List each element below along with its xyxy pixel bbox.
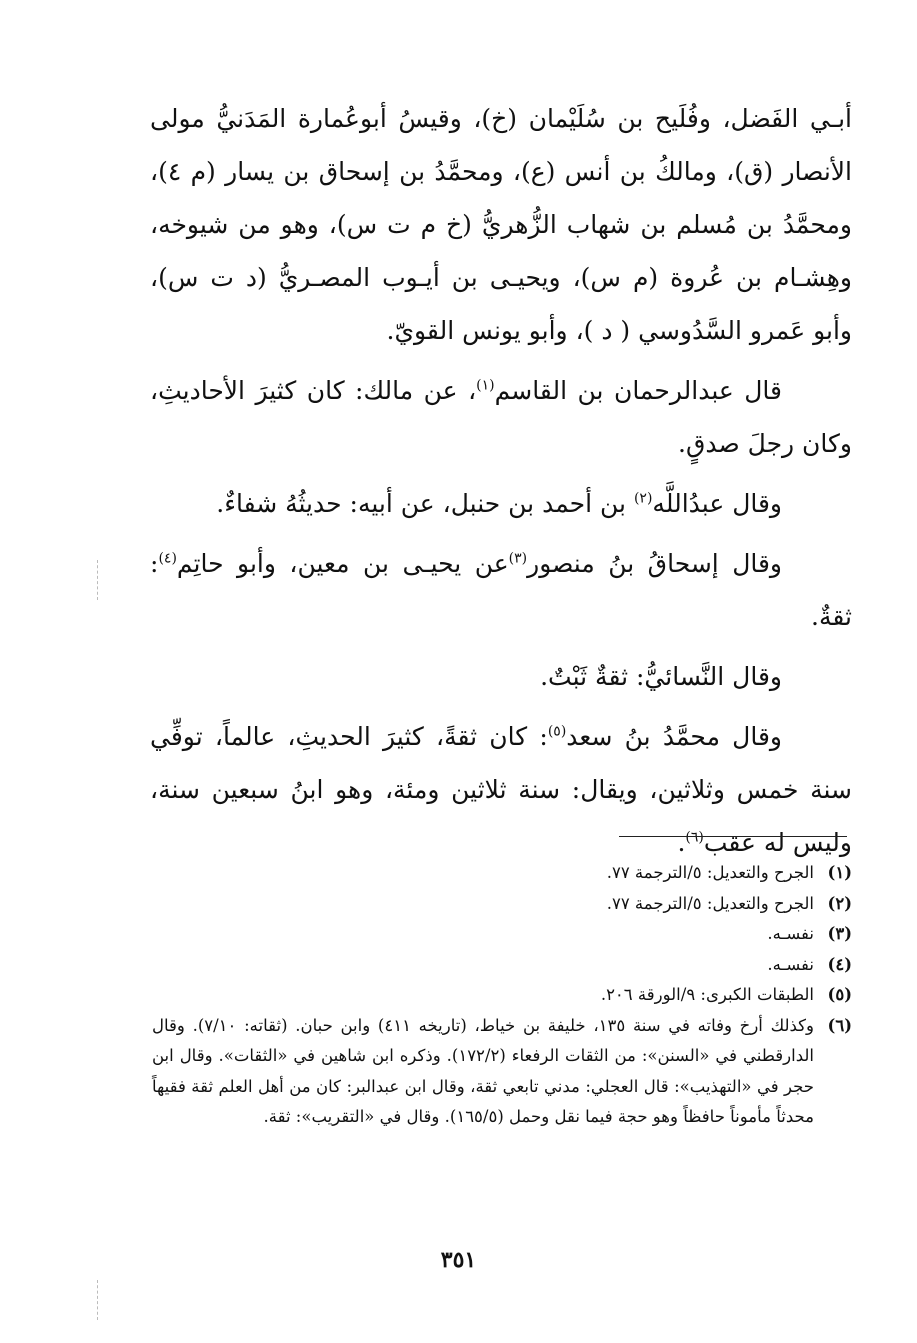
- footnote-text: الطبقات الكبرى: ٩/الورقة ٢٠٦.: [600, 985, 814, 1004]
- paragraph-6-text-c: .: [677, 828, 686, 857]
- footnote-text: وكذلك أرخ وفاته في سنة ١٣٥، خليفة بن خياط، (تاريخه ٤١١) وابن حبان. (ثقاته: ٧/١٠). وقال الدارقطني في «السنن»: من الثقات الرفعاء (١٧٢/٢). وذكره ابن شاهين في «الثقات». وقال ابن حجر في «التهذيب»: قال العجلي: مدني تابعي ثقة، وقال ابن عبدالبر: كان من أهل العلم ثقة فقيهاً محدثاً مأموناً حافظاً وهو حجة فيما نقل وحمل (١٦٥/٥). وقال في «التقريب»: ثقة.: [152, 1015, 815, 1126]
- paragraph-4-text-b: عن يحيـى بن معين، وأبو حاتِم: [176, 549, 509, 578]
- footnote-text: نفسـه.: [767, 924, 814, 943]
- footnote-number: (١): [827, 863, 852, 882]
- scan-margin-mark: [97, 1280, 98, 1320]
- footnote-ref-2[interactable]: (٢): [633, 490, 653, 507]
- footnote-ref-5[interactable]: (٥): [547, 723, 567, 740]
- footnote-number: (٤): [827, 954, 852, 974]
- paragraph-4: [150, 537, 852, 643]
- footnotes: [152, 858, 852, 1133]
- main-text: [150, 92, 852, 876]
- paragraph-2-text-b: ، عن مالك: كان كثيرَ الأحاديثِ، وكان رجلَ صدقٍ.: [150, 376, 852, 458]
- paragraph-1: [150, 92, 852, 357]
- paragraph-5: [150, 650, 852, 703]
- footnote-number: (٥): [827, 985, 852, 1004]
- footnote-number: (٢): [827, 893, 852, 913]
- paragraph-3: [150, 477, 852, 530]
- paragraph-2: [150, 364, 852, 470]
- scan-margin-mark: [97, 560, 98, 600]
- paragraph-3-text-b: بن أحمد بن حنبل، عن أبيه: حديثُهُ شفاءٌ.: [216, 489, 634, 518]
- footnote-6: [152, 1011, 852, 1133]
- footnote-text: الجرح والتعديل: ٥/الترجمة ٧٧.: [606, 893, 814, 913]
- footnote-4: [152, 950, 852, 981]
- paragraph-4-text-c: : ثقةٌ.: [150, 549, 852, 631]
- footnote-number: (٣): [827, 924, 852, 943]
- footnote-5: [152, 980, 852, 1011]
- paragraph-1-text: أبـي الفَضل، وفُلَيح بن سُلَيْمان (خ)، وقيسُ أبوعُمارة المَدَنيُّ مولى الأنصار (ق)، ومالكُ بن أنس (ع)، ومحمَّدُ بن إسحاق بن يسار (م ٤)، ومحمَّدُ بن مُسلم بن شهاب الزُّهريُّ (خ م ت س)، وهو من شيوخه، وهِشـام بن عُروة (م س)، ويحيـى بن أيـوب المصـريُّ (د ت س)، وأبو عَمرو السَّدُوسي ( د )، وأبو يونس القويّ.: [150, 104, 852, 345]
- paragraph-6-text-b: : كان ثقةً، كثيرَ الحديثِ، عالماً، توفِّي سنة خمس وثلاثين، ويقال: سنة ثلاثين ومئة، وهو ابنُ سبعين سنة، وليس له عقب: [150, 722, 852, 857]
- footnote-text: نفسـه.: [767, 954, 814, 974]
- footnote-ref-3[interactable]: (٣): [508, 550, 528, 567]
- footnote-ref-4[interactable]: (٤): [158, 550, 177, 567]
- paragraph-2-text-a: قال عبدالرحمان بن القاسم: [494, 376, 782, 405]
- footnote-2: [152, 889, 852, 920]
- footnote-number: (٦): [827, 1015, 852, 1035]
- paragraph-3-text-a: وقال عبدُاللَّه: [652, 489, 782, 518]
- footnote-ref-6[interactable]: (٦): [685, 829, 704, 846]
- paragraph-4-text-a: وقال إسحاقُ بنُ منصور: [527, 549, 782, 578]
- paragraph-5-text: وقال النَّسائيُّ: ثقةٌ ثَبْتٌ.: [540, 662, 782, 691]
- footnote-separator: [619, 836, 847, 837]
- paragraph-6-text-a: وقال محمَّدُ بنُ سعد: [566, 722, 782, 751]
- footnote-text: الجرح والتعديل: ٥/الترجمة ٧٧.: [606, 863, 814, 882]
- footnote-ref-1[interactable]: (١): [476, 377, 495, 394]
- footnote-3: [152, 919, 852, 950]
- paragraph-6: [150, 710, 852, 869]
- page-number: ٣٥١: [440, 1247, 477, 1273]
- footnote-1: [152, 858, 852, 889]
